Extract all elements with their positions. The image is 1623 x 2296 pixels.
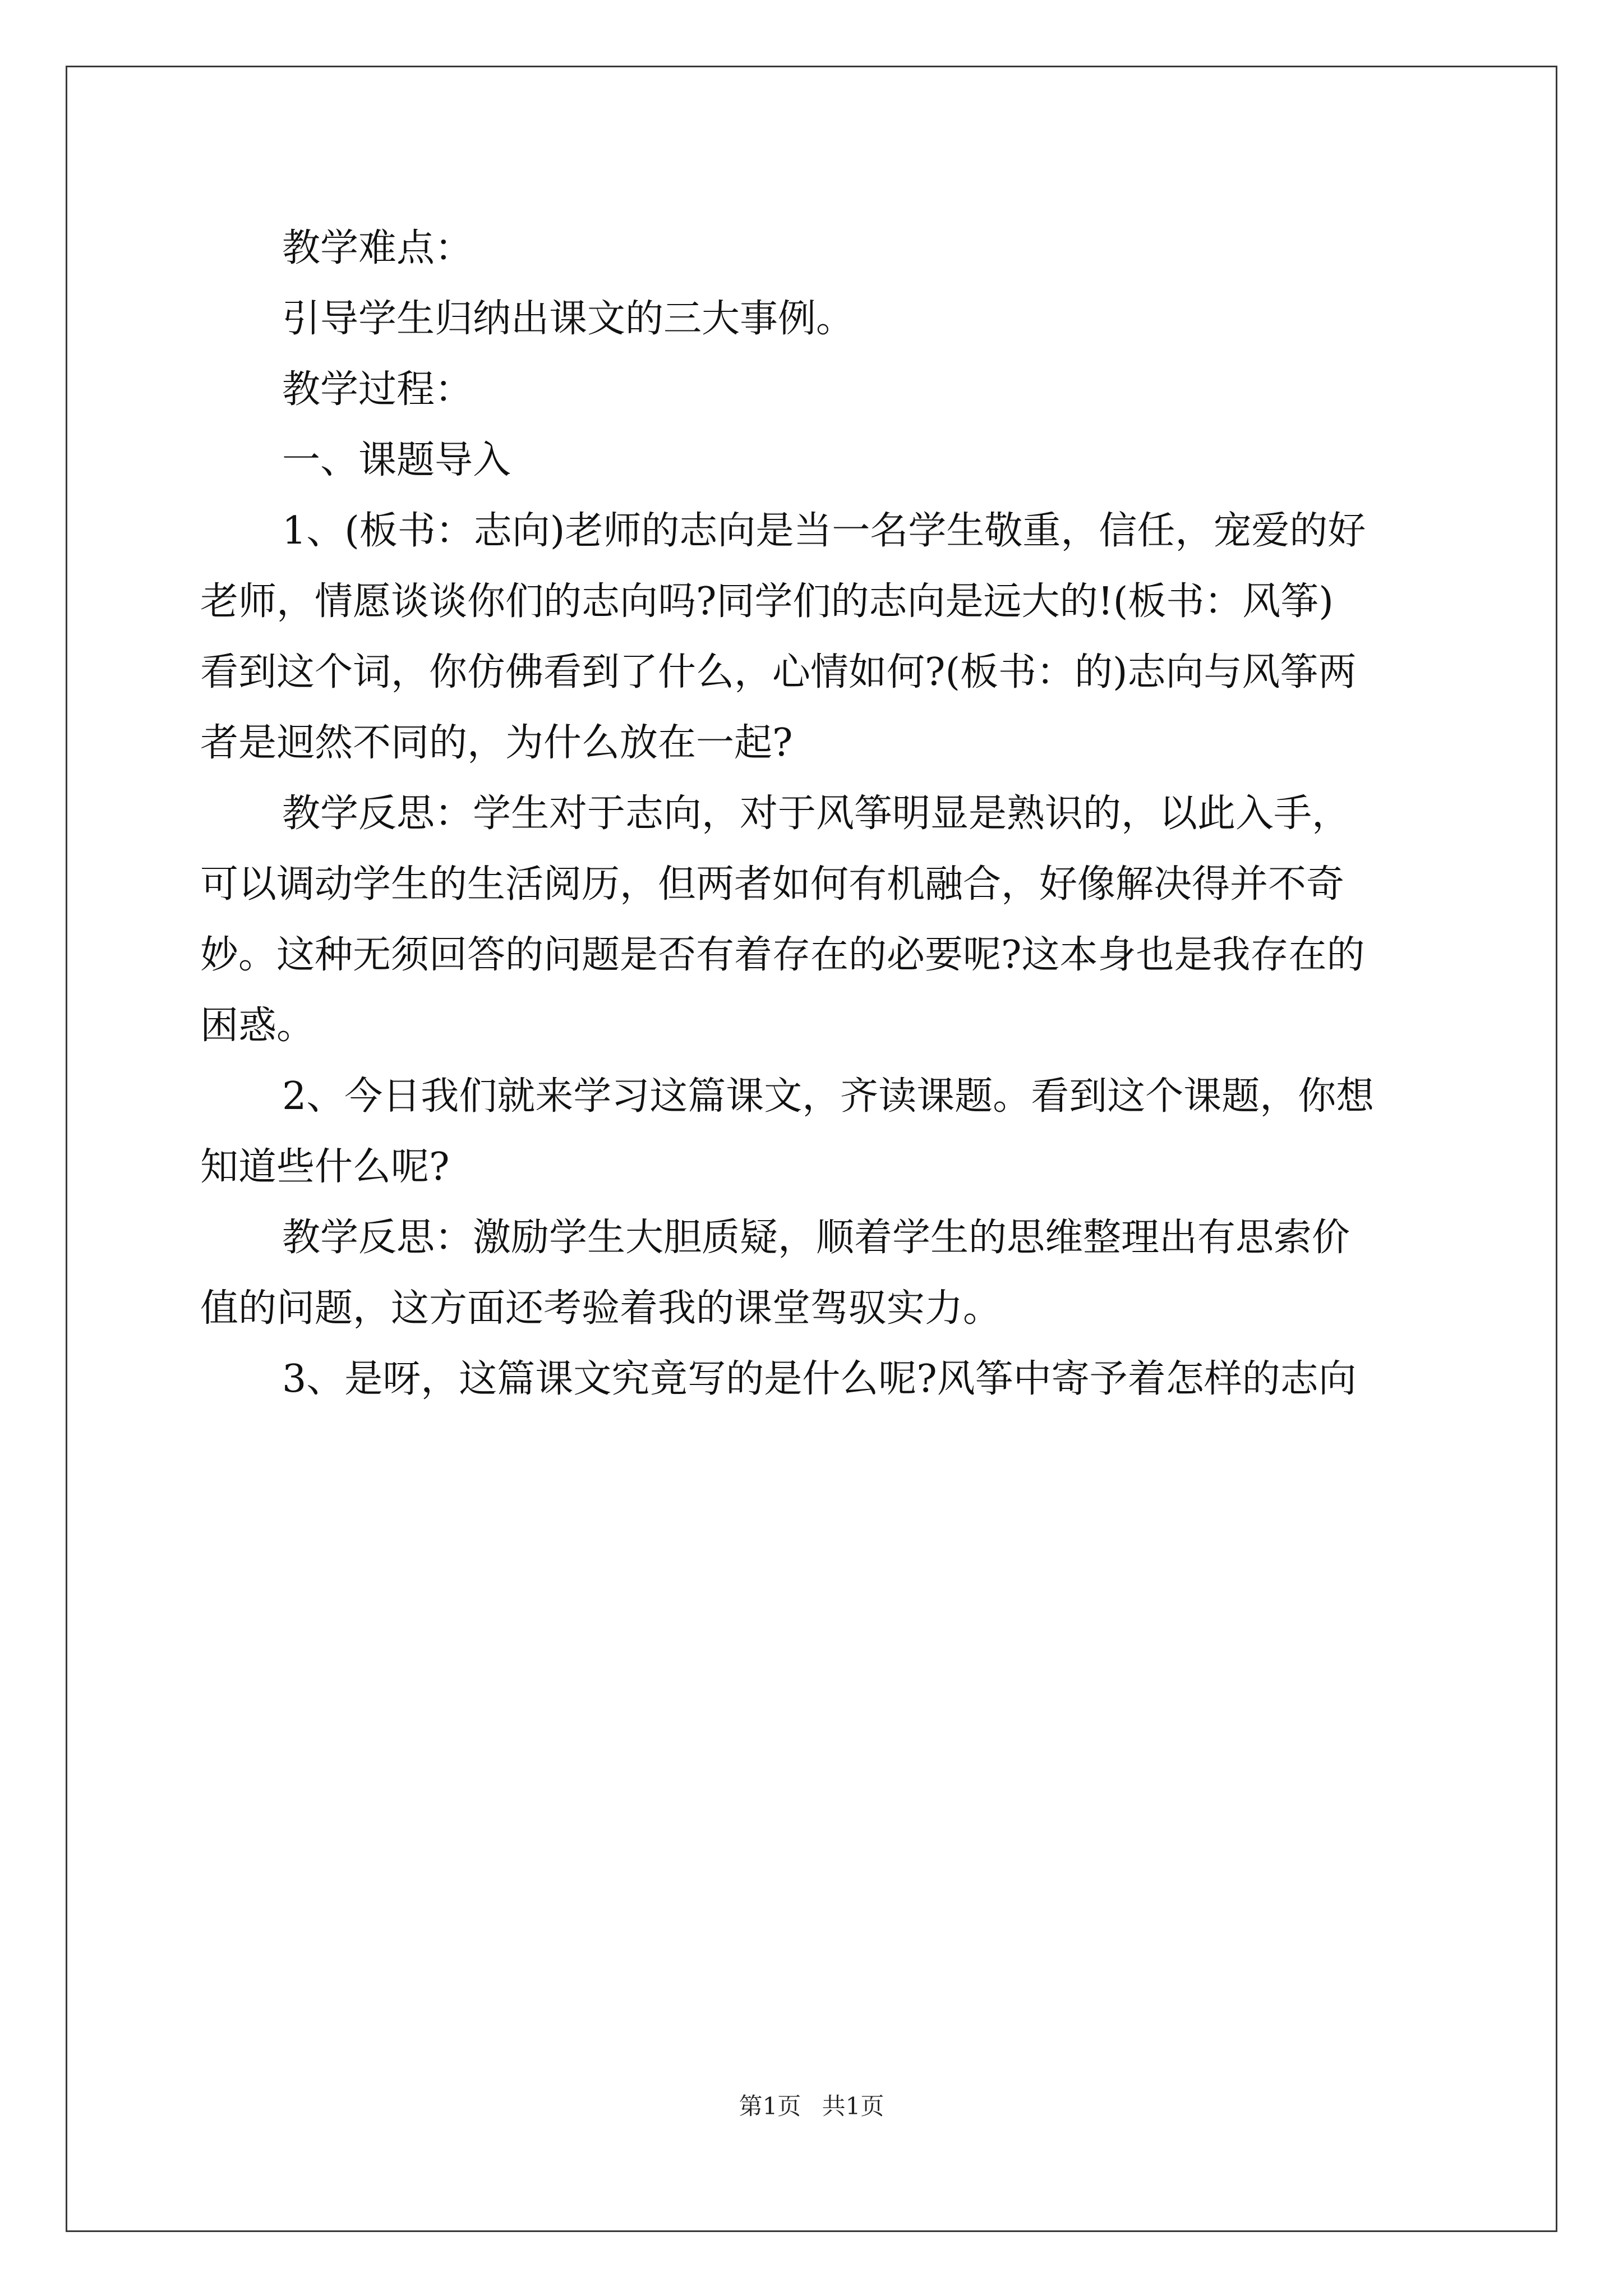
- text-line: 3、是呀，这篇课文究竟写的是什么呢?风筝中寄予着怎样的志向: [282, 1357, 1357, 1401]
- paragraph-step-2: [200, 1061, 1423, 1203]
- page-total: 共1页: [822, 2092, 884, 2120]
- page-footer: [0, 2090, 1623, 2123]
- paragraph-reflection-1: [200, 779, 1423, 1061]
- paragraph-process-heading: [200, 355, 1423, 425]
- paragraph-reflection-2: [200, 1203, 1423, 1344]
- text-line: 教学难点：: [282, 226, 473, 270]
- paragraph-difficulty-content: [200, 284, 1423, 355]
- text-line: 值的问题，这方面还考验着我的课堂驾驭实力。: [200, 1286, 1002, 1331]
- text-line: 引导学生归纳出课文的三大事例。: [282, 297, 855, 341]
- paragraph-step-3: [200, 1344, 1423, 1415]
- page-number: 第1页: [739, 2092, 801, 2120]
- text-line: 1、(板书：志向)老师的志向是当一名学生敬重，信任，宠爱的好: [282, 509, 1366, 553]
- paragraph-section-one-heading: [200, 425, 1423, 496]
- text-line: 2、今日我们就来学习这篇课文，齐读课题。看到这个课题，你想: [282, 1074, 1375, 1119]
- text-line: 教学过程：: [282, 367, 473, 412]
- text-line: 教学反思：学生对于志向，对于风筝明显是熟识的，以此入手，: [282, 792, 1350, 836]
- paragraph-difficulty-heading: [200, 213, 1423, 284]
- text-line: 困惑。: [200, 1004, 315, 1048]
- paragraph-step-1: [200, 496, 1423, 779]
- text-line: 知道些什么呢?: [200, 1145, 450, 1189]
- text-line: 可以调动学生的生活阅历，但两者如何有机融合，好像解决得并不奇: [200, 862, 1345, 907]
- text-line: 教学反思：激励学生大胆质疑，顺着学生的思维整理出有思索价: [282, 1216, 1350, 1260]
- text-line: 看到这个词，你仿佛看到了什么，心情如何?(板书：的)志向与风筝两: [200, 650, 1357, 694]
- text-line: 一、课题导入: [282, 438, 511, 482]
- text-line: 老师，情愿谈谈你们的志向吗?同学们的志向是远大的!(板书：风筝): [200, 579, 1334, 624]
- text-line: 妙。这种无须回答的问题是否有着存在的必要呢?这本身也是我存在的: [200, 933, 1365, 977]
- text-line: 者是迥然不同的，为什么放在一起?: [200, 721, 793, 765]
